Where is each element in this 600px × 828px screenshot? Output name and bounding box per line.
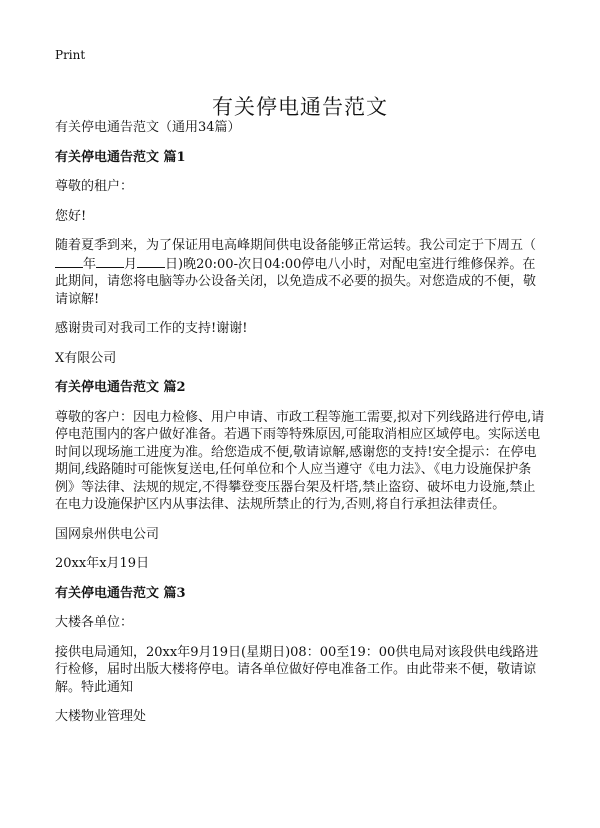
section-1-body-month: 月 bbox=[124, 256, 138, 272]
document-title: 有关停电通告范文 bbox=[212, 95, 388, 120]
section-1-heading: 有关停电通告范文 篇1 bbox=[55, 149, 186, 165]
section-2-signature: 国网泉州供电公司 bbox=[55, 526, 160, 542]
section-2-heading: 有关停电通告范文 篇2 bbox=[55, 380, 186, 395]
section-2-date: 20xx年x月19日 bbox=[55, 556, 150, 571]
section-3-body: 接供电局通知，20xx年9月19日(星期日)08：00至19：00供电局对该段供电线路进行检修，届时出版大楼将停电。请各单位做好停电准备工作。由此带来不便，敬请谅解。特此通知 bbox=[55, 644, 539, 695]
document-subtitle: 有关停电通告范文（通用34篇） bbox=[55, 120, 241, 135]
section-3-heading: 有关停电通告范文 篇3 bbox=[55, 585, 186, 601]
section-2-body: 尊敬的客户：因电力检修、用户申请、市政工程等施工需要,拟对下列线路进行停电,请停电范围内的客户做好准备。若遇下雨等特殊原因,可能取消相应区域停电。实际送电时间以现场施工进度为准。给您造成不便,敬请谅解,感谢您的支持!安全提示：在停电期间,线路随时可能恢复送电,任何单位和个人应当遵守《电力法》、《电力设施保护条例》等法律、法规的规定,不得攀登变压器台架及杆塔,禁止盗窃、破坏电力设施,禁止在电力设施保护区内从事法律、法规所禁止的行为,否则,将自行承担法律责任。 bbox=[55, 409, 545, 512]
section-1-body-year: 年 bbox=[83, 256, 97, 272]
section-3-greeting: 大楼各单位： bbox=[55, 615, 134, 630]
month-blank bbox=[96, 255, 124, 268]
section-1-body-part1: 随着夏季到来，为了保证用电高峰期间供电设备能够正常运转。我公司定于下周五（ bbox=[55, 238, 537, 253]
section-1-thanks: 感谢贵司对我司工作的支持!谢谢! bbox=[55, 321, 248, 336]
section-1-signature: X有限公司 bbox=[55, 350, 117, 366]
year-blank bbox=[55, 255, 83, 268]
section-1-body-day: 日)晚20:00-次日04:00停电八小时，对配电室进行维修保养。在此期间，请您将电脑等办公设备关闭，以免造成不必要的损失。对您造成的不便，敬请谅解! bbox=[55, 256, 537, 307]
section-1-hello: 您好! bbox=[55, 208, 87, 224]
section-1-body bbox=[55, 237, 545, 308]
day-blank bbox=[137, 255, 165, 268]
section-3-signature: 大楼物业管理处 bbox=[55, 709, 147, 724]
print-label: Print bbox=[55, 48, 86, 62]
section-1-greeting: 尊敬的租户： bbox=[55, 179, 134, 194]
document-content bbox=[55, 119, 545, 738]
